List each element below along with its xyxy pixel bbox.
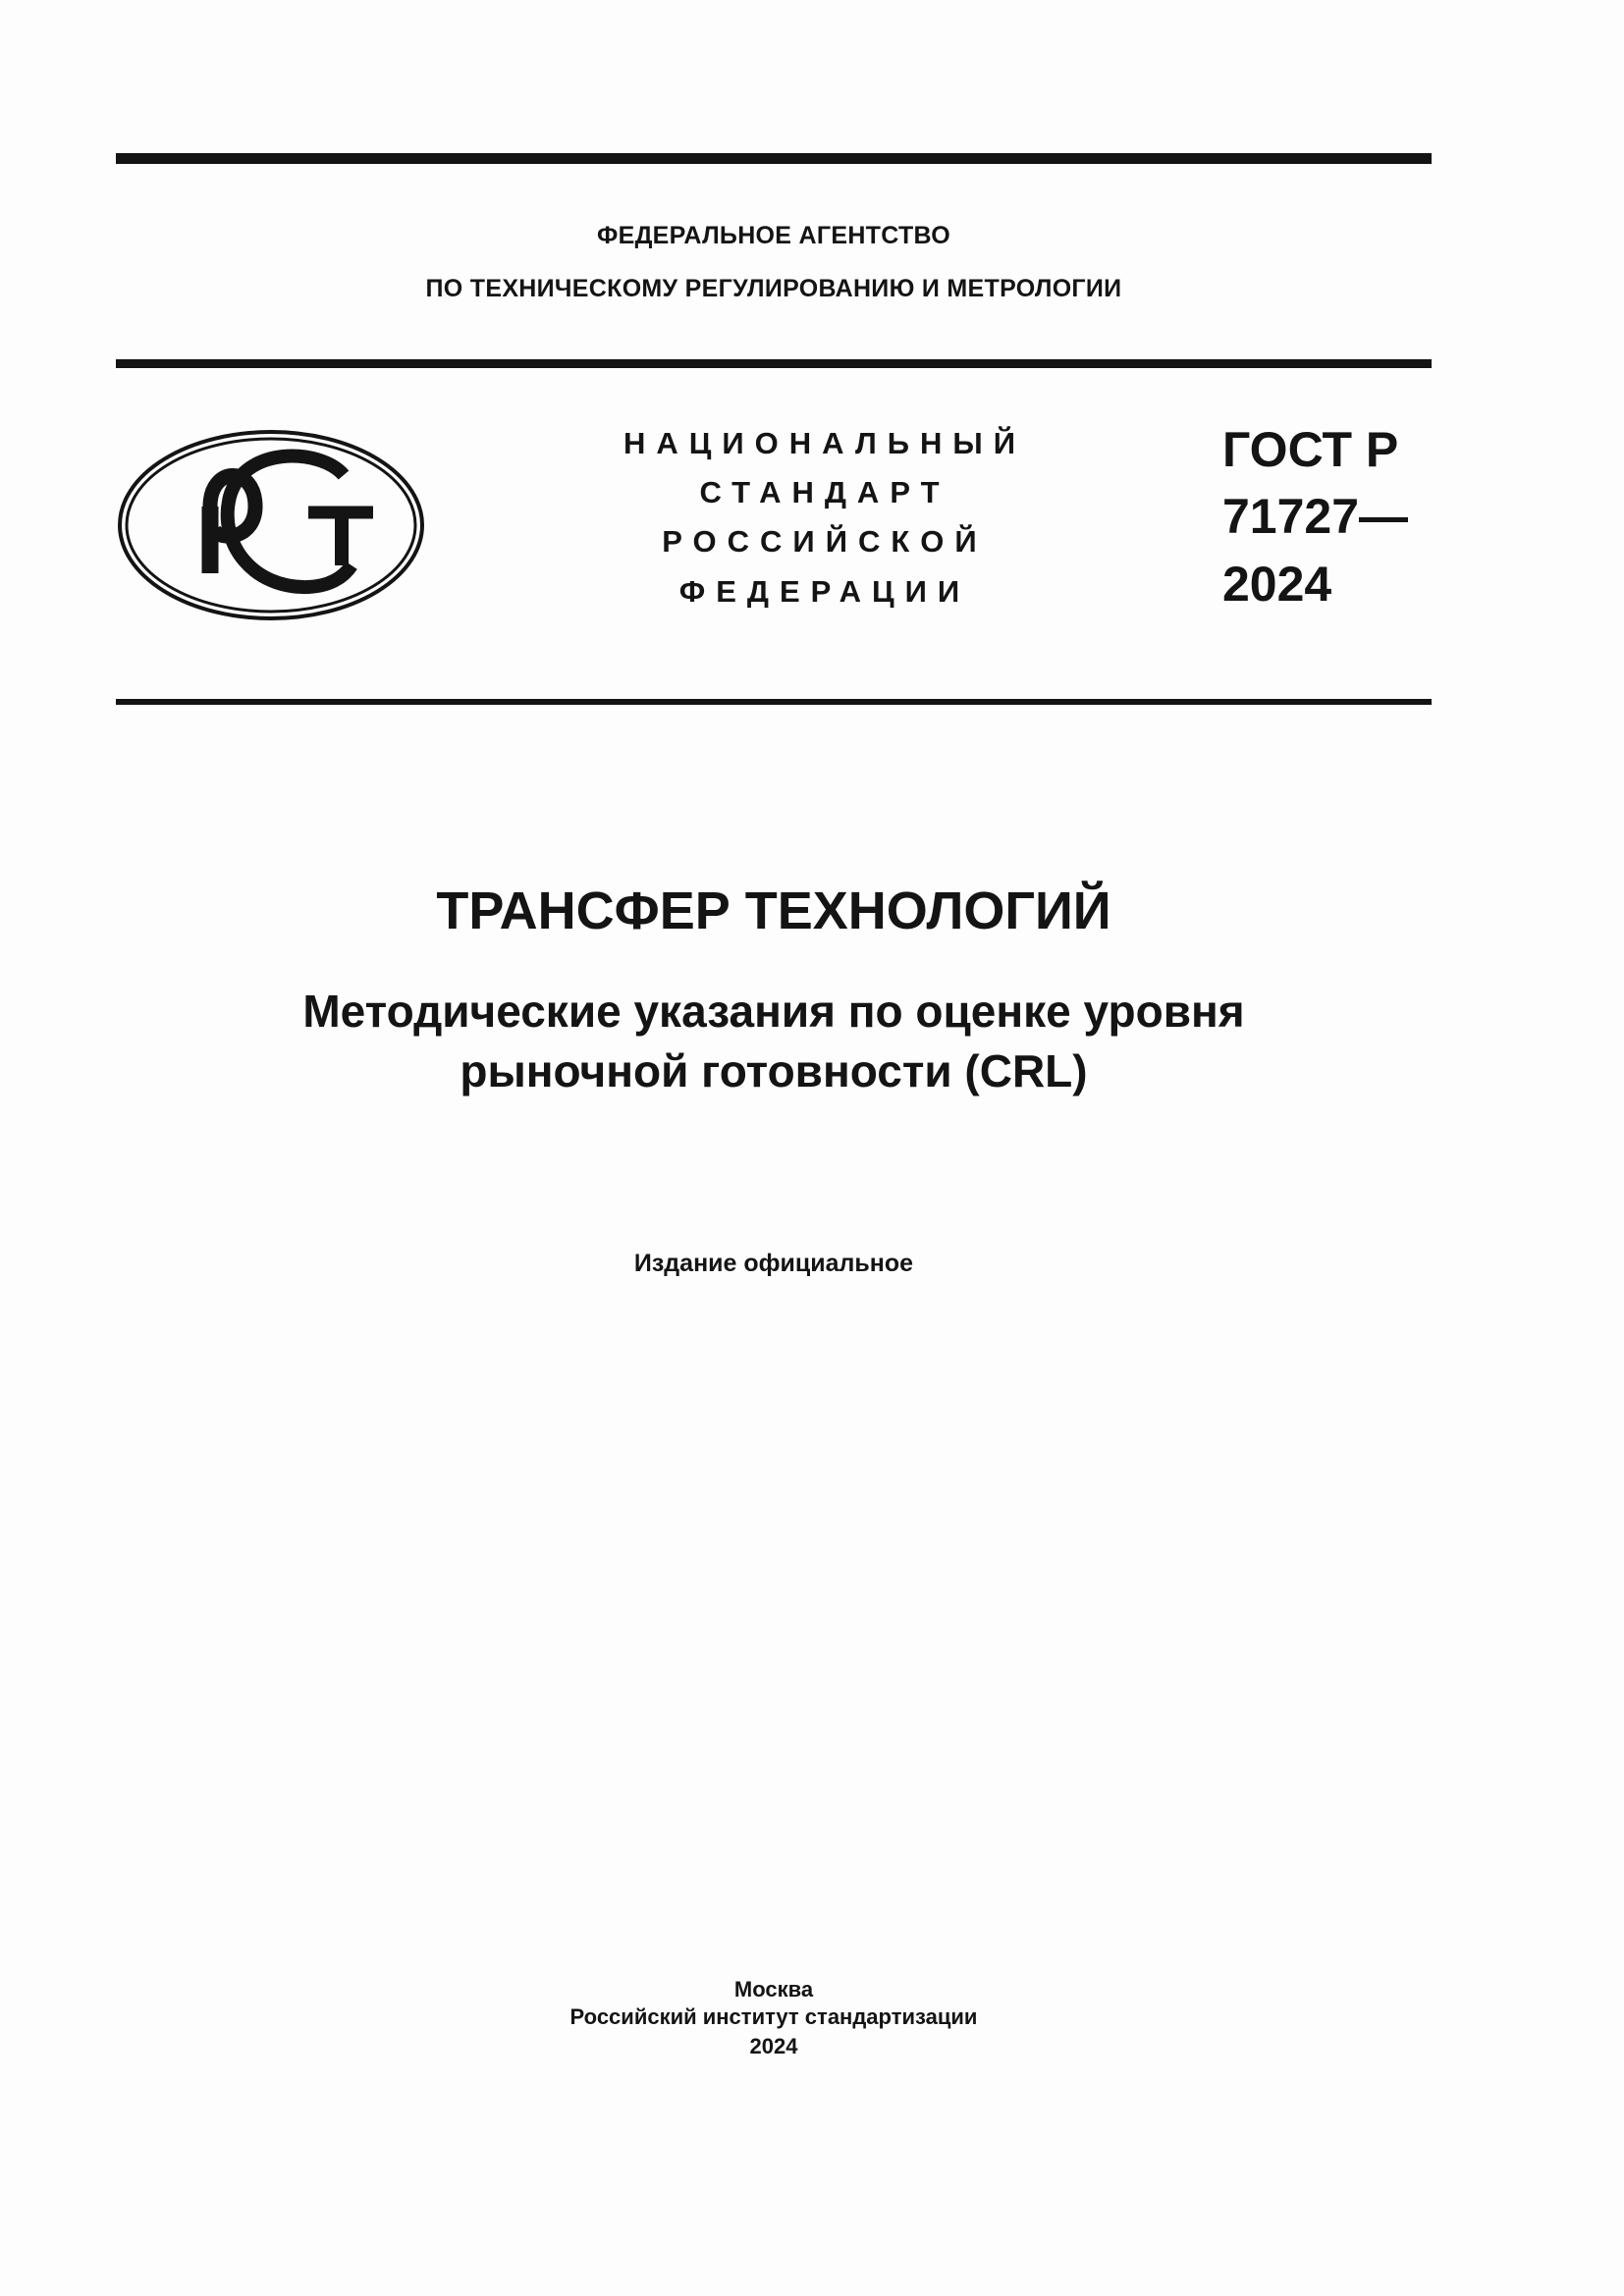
agency-line-1: ФЕДЕРАЛЬНОЕ АГЕНТСТВО xyxy=(596,222,951,249)
bottom-rule xyxy=(116,699,1432,705)
top-rule xyxy=(116,153,1432,164)
edition-note: Издание официальное xyxy=(633,1250,914,1277)
imprint-city: Москва xyxy=(733,1977,814,2002)
document-subtitle-line-1: Методические указания по оценке уровня xyxy=(302,986,1245,1037)
document-subtitle-line-2: рыночной готовности (CRL) xyxy=(460,1045,1088,1096)
standard-type-line-4: ФЕДЕРАЦИИ xyxy=(678,574,971,609)
agency-line-2: ПО ТЕХНИЧЕСКОМУ РЕГУЛИРОВАНИЮ И МЕТРОЛОГИИ xyxy=(425,275,1122,302)
standard-type-line-1: НАЦИОНАЛЬНЫЙ xyxy=(623,426,1027,460)
document-title: ТРАНСФЕР ТЕХНОЛОГИЙ xyxy=(436,881,1111,940)
imprint-year: 2024 xyxy=(749,2034,798,2058)
standard-type-line-2: СТАНДАРТ xyxy=(699,475,950,509)
designation-line-2: 71727— xyxy=(1222,489,1409,544)
rst-emblem-icon xyxy=(116,428,428,624)
designation-line-3: 2024 xyxy=(1222,557,1332,612)
designation-line-1: ГОСТ Р xyxy=(1222,422,1399,477)
imprint-publisher: Российский институт стандартизации xyxy=(569,2004,978,2029)
middle-rule xyxy=(116,359,1432,368)
standard-type-line-3: РОССИЙСКОЙ xyxy=(662,524,988,559)
